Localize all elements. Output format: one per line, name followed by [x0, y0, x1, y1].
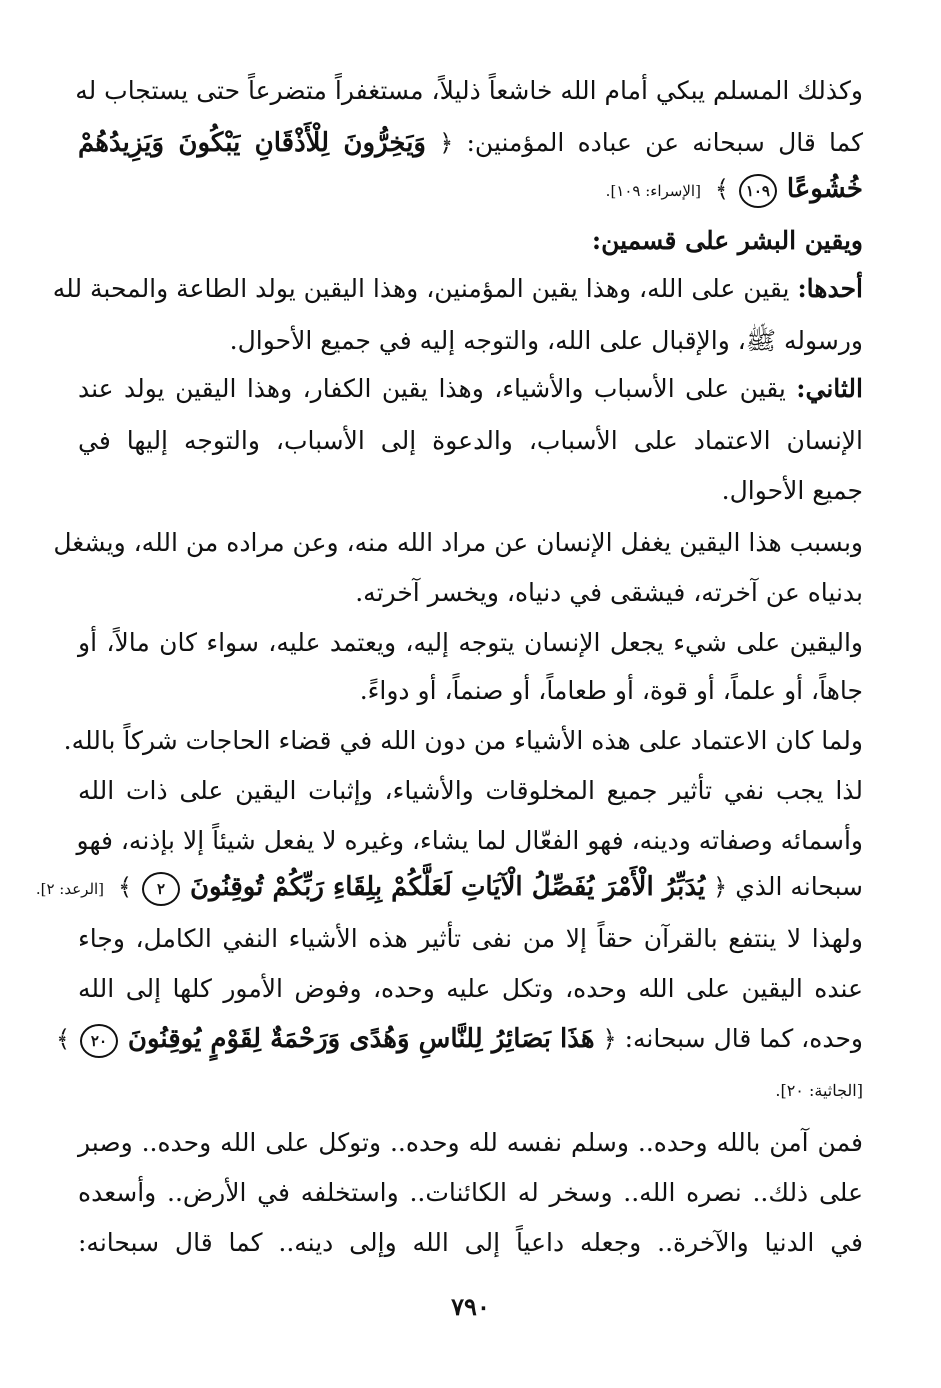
verse-reference-2: [الرعد: ٢].: [35, 879, 105, 898]
second-type-label: الثاني:: [796, 374, 863, 403]
verse-close-ornament-2: ﴾: [117, 873, 133, 901]
text-line-7: [78, 366, 863, 412]
line-20-text: وحده، كما قال سبحانه:: [624, 1024, 863, 1053]
text-line-22: فمن آمن بالله وحده.. وسلم نفسه لله وحده.. وتوكل على الله وحده.. وصبر: [78, 1128, 863, 1157]
text-line-18: ولهذا لا ينتفع بالقرآن حقاً إلا من نفى تأثير هذه الأشياء النفي الكامل، وجاء: [78, 924, 863, 953]
verse-close-ornament: ﴾: [714, 175, 729, 203]
verse-reference-3: [الجاثية: ٢٠].: [775, 1081, 863, 1100]
text-line-13: جاهاً، أو علماً، أو قوة، أو طعاماً، أو صنماً، أو دواءً.: [359, 676, 863, 705]
line-2-text: كما قال سبحانه عن عباده المؤمنين:: [466, 128, 864, 157]
verse-open-ornament-2: ﴿: [713, 873, 728, 901]
text-line-16: وأسمائه وصفاته ودينه، فهو الفعّال لما يشاء، وغيره لا يفعل شيئاً إلا بإذنه، فهو: [76, 826, 863, 855]
text-line-23: على ذلك.. نصره الله.. وسخر له الكائنات.. واستخلفه في الأرض.. وأسعده: [78, 1178, 863, 1207]
text-line-8: الإنسان الاعتماد على الأسباب، والدعوة إلى الأسباب، والتوجه إليها في: [78, 426, 863, 455]
text-line-11: بدنياه عن آخرته، فيشقى في دنياه، ويخسر آخرته.: [355, 578, 863, 607]
text-line-12: واليقين على شيء يجعل الإنسان يتوجه إليه، ويعتمد عليه، سواء كان مالاً، أو: [78, 628, 863, 657]
verse-open-ornament-3: ﴿: [602, 1025, 617, 1053]
ayah-number-20: ٢٠: [80, 1024, 118, 1058]
text-line-20: [55, 1016, 863, 1062]
quran-verse-2: يُدَبِّرُ الْأَمْرَ يُفَصِّلُ الْآيَاتِ لَعَلَّكُمْ بِلِقَاءِ رَبِّكُمْ تُوقِنُونَ: [189, 872, 706, 902]
section-heading: ويقين البشر على قسمين:: [591, 226, 863, 255]
quran-verse-3: هَذَا بَصَائِرُ لِلنَّاسِ وَهُدًى وَرَحْمَةٌ لِقَوْمٍ يُوقِنُونَ: [127, 1024, 595, 1054]
text-line-9: جميع الأحوال.: [721, 476, 863, 505]
text-line-5: [52, 266, 863, 312]
text-line-1: وكذلك المسلم يبكي أمام الله خاشعاً ذليلاً، مستغفراً متضرعاً حتى يستجاب له: [75, 76, 863, 105]
line-17-text: سبحانه الذي: [735, 872, 863, 901]
page-number: ٧٩٠: [451, 1292, 490, 1321]
verse-open-ornament: ﴿: [439, 129, 454, 157]
text-line-10: وبسبب هذا اليقين يغفل الإنسان عن مراد الله منه، وعن مراده من الله، ويشغل: [53, 528, 863, 557]
ayah-number-109: ١٠٩: [739, 174, 777, 208]
first-type-label: أحدها:: [797, 274, 863, 303]
first-type-text: يقين على الله، وهذا يقين المؤمنين، وهذا اليقين يولد الطاعة والمحبة لله: [52, 274, 798, 303]
text-line-19: عنده اليقين على الله وحده، وتكل عليه وحده، وفوض الأمور كلها إلى الله: [78, 974, 863, 1003]
text-line-17: [35, 864, 863, 910]
quran-verse-continued: خُشُوعًا: [786, 174, 863, 204]
text-line-14: ولما كان الاعتماد على هذه الأشياء من دون الله في قضاء الحاجات شركاً بالله.: [63, 726, 863, 755]
text-line-2: [78, 120, 863, 166]
verse-reference: [الإسراء: ١٠٩].: [605, 181, 701, 200]
text-line-24: في الدنيا والآخرة.. وجعله داعياً إلى الله وإلى دينه.. كما قال سبحانه:: [78, 1228, 863, 1257]
ayah-number-2: ٢: [142, 872, 180, 906]
second-type-text: يقين على الأسباب والأشياء، وهذا يقين الكفار، وهذا اليقين يولد عند: [78, 374, 797, 403]
text-line-15: لذا يجب نفي تأثير جميع المخلوقات والأشياء، وإثبات اليقين على ذات الله: [78, 776, 864, 805]
quran-verse: وَيَخِرُّونَ لِلْأَذْقَانِ يَبْكُونَ وَيَزِيدُهُمْ: [78, 128, 426, 158]
text-line-3: [78, 166, 863, 212]
text-line-6: ورسوله ﷺ، والإقبال على الله، والتوجه إليه في جميع الأحوال.: [229, 326, 863, 355]
verse-close-ornament-3: ﴾: [55, 1025, 70, 1053]
